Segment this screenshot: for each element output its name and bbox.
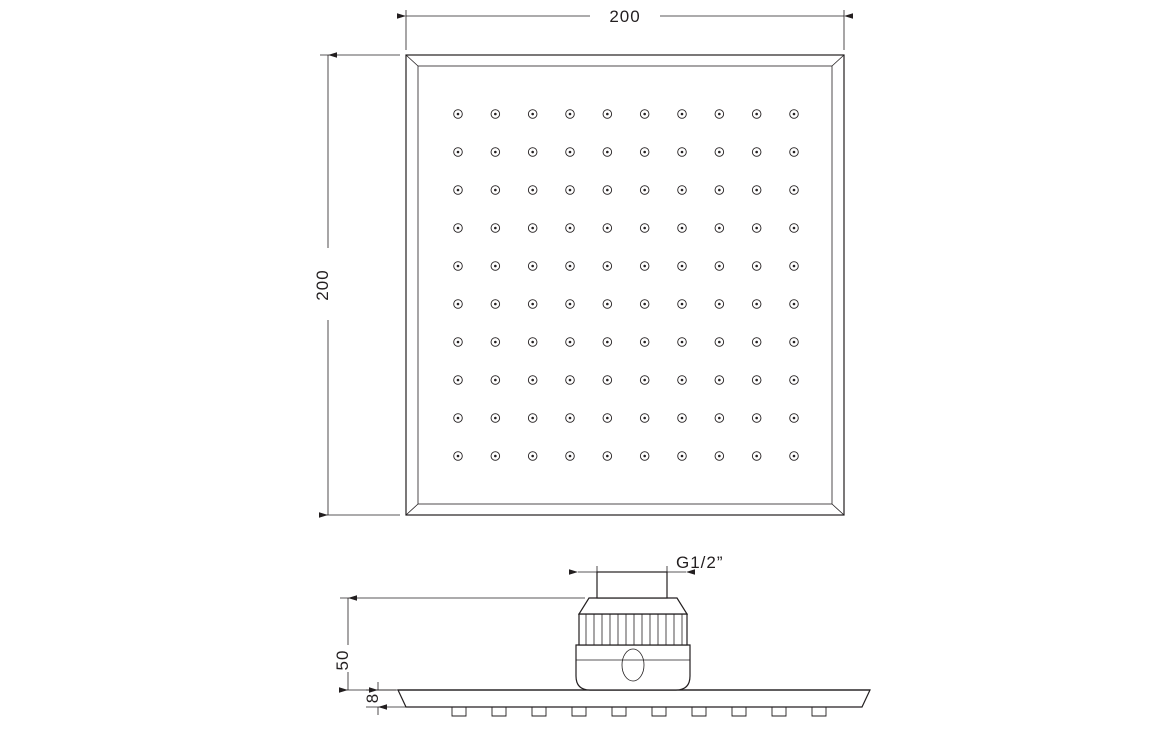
nozzle-center <box>755 265 758 268</box>
swivel-body <box>576 645 690 690</box>
nozzle-center <box>755 303 758 306</box>
nozzle-center <box>606 227 609 230</box>
nozzle-center <box>457 455 460 458</box>
nozzle-center <box>681 417 684 420</box>
nozzle-center <box>494 417 497 420</box>
nozzle-center <box>531 151 534 154</box>
nozzle-center <box>718 341 721 344</box>
nozzle-center <box>531 113 534 116</box>
nozzle-center <box>531 227 534 230</box>
nozzle-center <box>531 379 534 382</box>
dim-label-thread: G1/2” <box>676 553 724 572</box>
nozzle-center <box>793 341 796 344</box>
nozzle-center <box>755 341 758 344</box>
nozzle-center <box>718 113 721 116</box>
underside-nozzle-tooth <box>812 707 826 716</box>
nozzle-center <box>793 265 796 268</box>
nozzle-center <box>643 113 646 116</box>
inlet-thread-stub <box>597 572 667 598</box>
nozzle-center <box>569 265 572 268</box>
nozzle-center <box>531 455 534 458</box>
underside-nozzle-tooth <box>732 707 746 716</box>
nozzle-center <box>681 341 684 344</box>
nozzle-center <box>606 303 609 306</box>
bottom-nozzle-teeth <box>452 707 826 716</box>
nozzle-center <box>681 265 684 268</box>
nozzle-center <box>606 455 609 458</box>
nozzle-center <box>606 113 609 116</box>
side-view-group <box>398 572 870 707</box>
nozzle-center <box>569 113 572 116</box>
nozzle-center <box>681 455 684 458</box>
shoulder-taper <box>579 598 687 614</box>
nozzle-center <box>793 151 796 154</box>
dim-label-side-height: 200 <box>313 269 332 301</box>
nozzle-center <box>494 341 497 344</box>
nozzle-center <box>457 417 460 420</box>
nozzle-center <box>643 265 646 268</box>
nozzle-center <box>494 379 497 382</box>
nozzle-center <box>793 379 796 382</box>
nozzle-center <box>494 113 497 116</box>
nozzle-center <box>681 189 684 192</box>
nozzle-center <box>457 151 460 154</box>
nozzle-center <box>606 379 609 382</box>
underside-nozzle-tooth <box>772 707 786 716</box>
nozzle-center <box>755 379 758 382</box>
nozzle-center <box>531 303 534 306</box>
nozzle-center <box>718 151 721 154</box>
nozzle-center <box>457 189 460 192</box>
nozzle-center <box>457 227 460 230</box>
nozzle-center <box>643 303 646 306</box>
nozzle-center <box>531 189 534 192</box>
dim-label-body-height: 50 <box>333 649 352 671</box>
nozzle-center <box>643 151 646 154</box>
nozzle-center <box>531 265 534 268</box>
nozzle-center <box>755 417 758 420</box>
nozzle-center <box>569 189 572 192</box>
nozzle-center <box>494 151 497 154</box>
collar-knurled <box>579 614 687 645</box>
nozzle-center <box>606 341 609 344</box>
nozzle-center <box>569 379 572 382</box>
nozzle-center <box>793 189 796 192</box>
nozzle-center <box>755 455 758 458</box>
nozzle-center <box>569 417 572 420</box>
nozzle-center <box>606 265 609 268</box>
underside-nozzle-tooth <box>612 707 626 716</box>
nozzle-center <box>643 455 646 458</box>
nozzle-center <box>793 227 796 230</box>
nozzle-center <box>457 265 460 268</box>
nozzle-center <box>569 151 572 154</box>
nozzle-center <box>793 113 796 116</box>
top-view-group <box>406 55 844 515</box>
nozzle-center <box>606 151 609 154</box>
nozzle-center <box>718 265 721 268</box>
dimension-side-height <box>313 55 400 515</box>
dim-label-top-width: 200 <box>609 7 641 26</box>
nozzle-center <box>606 417 609 420</box>
nozzle-center <box>755 151 758 154</box>
dim-label-plate-thickness: 8 <box>363 692 382 704</box>
nozzle-center <box>457 341 460 344</box>
nozzle-center <box>531 341 534 344</box>
nozzle-center <box>681 113 684 116</box>
nozzle-center <box>793 417 796 420</box>
nozzle-center <box>606 189 609 192</box>
underside-nozzle-tooth <box>652 707 666 716</box>
underside-nozzle-tooth <box>692 707 706 716</box>
nozzle-center <box>457 303 460 306</box>
nozzle-center <box>643 341 646 344</box>
nozzle-center <box>531 417 534 420</box>
nozzle-center <box>793 303 796 306</box>
nozzle-center <box>494 227 497 230</box>
nozzle-center <box>494 455 497 458</box>
nozzle-center <box>643 379 646 382</box>
underside-nozzle-tooth <box>532 707 546 716</box>
nozzle-center <box>718 303 721 306</box>
nozzle-center <box>569 303 572 306</box>
nozzle-center <box>494 265 497 268</box>
nozzle-center <box>718 227 721 230</box>
nozzle-center <box>457 379 460 382</box>
dimension-plate-thickness <box>363 682 406 715</box>
underside-nozzle-tooth <box>452 707 466 716</box>
dimension-top-width <box>406 7 844 50</box>
nozzle-center <box>793 455 796 458</box>
top-view-outer-square <box>406 55 844 515</box>
underside-nozzle-tooth <box>492 707 506 716</box>
nozzle-center <box>643 417 646 420</box>
nozzle-center <box>681 151 684 154</box>
nozzle-center <box>718 417 721 420</box>
nozzle-center <box>643 227 646 230</box>
nozzle-center <box>643 189 646 192</box>
nozzle-center <box>569 227 572 230</box>
nozzle-center <box>755 227 758 230</box>
nozzle-center <box>569 455 572 458</box>
nozzle-center <box>569 341 572 344</box>
nozzle-center <box>681 303 684 306</box>
nozzle-center <box>718 189 721 192</box>
nozzle-center <box>755 189 758 192</box>
nozzle-center <box>494 303 497 306</box>
underside-nozzle-tooth <box>572 707 586 716</box>
nozzle-center <box>718 455 721 458</box>
nozzle-center <box>718 379 721 382</box>
nozzle-center <box>457 113 460 116</box>
nozzle-center <box>681 379 684 382</box>
dimension-body-height <box>333 598 585 690</box>
nozzle-center <box>681 227 684 230</box>
nozzle-center <box>494 189 497 192</box>
side-view-plate <box>398 690 870 707</box>
nozzle-center <box>755 113 758 116</box>
